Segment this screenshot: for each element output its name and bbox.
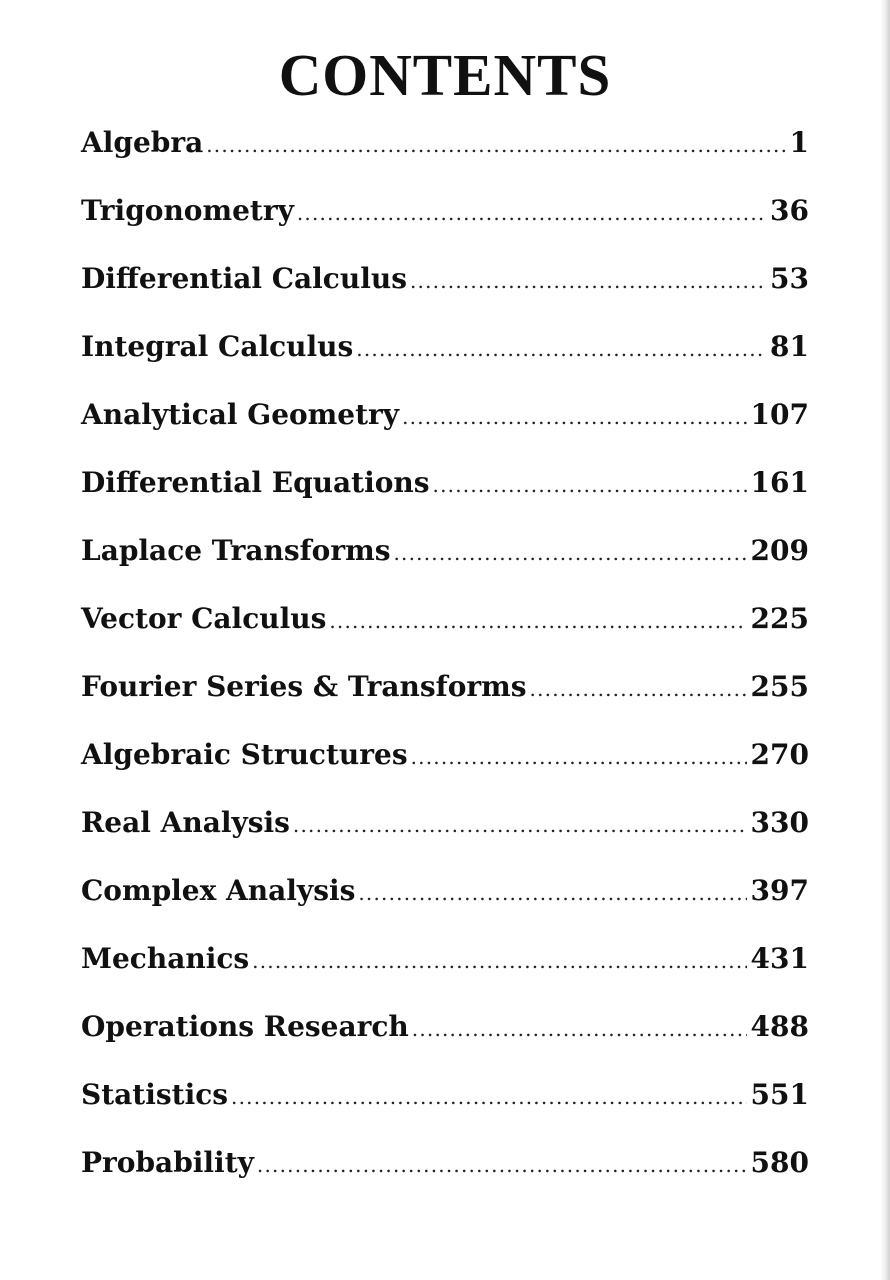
toc-entry-label: Statistics (81, 1078, 229, 1111)
toc-entry-page-number: 209 (750, 534, 809, 567)
toc-entry-differential-calculus (81, 254, 809, 322)
dot-leader (358, 868, 746, 918)
toc-entry-label: Complex Analysis (81, 874, 356, 907)
toc-entry-analytical-geometry (81, 390, 809, 458)
toc-entry-page-number: 431 (750, 942, 809, 975)
toc-entry-algebra (81, 118, 809, 186)
dot-leader (206, 120, 785, 170)
toc-entry-page-number: 255 (750, 670, 809, 703)
dot-leader (297, 188, 766, 238)
dot-leader (433, 460, 747, 510)
toc-entry-trigonometry (81, 186, 809, 254)
toc-entry-label: Trigonometry (81, 194, 294, 227)
toc-entry-page-number: 81 (770, 330, 809, 363)
toc-entry-vector-calculus (81, 594, 809, 662)
toc-entry-label: Laplace Transforms (81, 534, 391, 567)
dot-leader (411, 732, 747, 782)
toc-entry-statistics (81, 1070, 809, 1138)
toc-entry-label: Algebra (81, 126, 204, 159)
dot-leader (412, 1004, 747, 1054)
page-title: CONTENTS (278, 42, 612, 108)
toc-entry-page-number: 580 (750, 1146, 809, 1179)
toc-entry-label: Probability (81, 1146, 254, 1179)
toc-entry-page-number: 225 (750, 602, 809, 635)
dot-leader (231, 1072, 747, 1122)
dot-leader (402, 392, 746, 442)
toc-entry-label: Mechanics (81, 942, 250, 975)
toc-entry-page-number: 107 (750, 398, 809, 431)
page-edge-shadow (880, 0, 890, 1280)
dot-leader (252, 936, 746, 986)
toc-entry-label: Operations Research (81, 1010, 409, 1043)
toc-entry-label: Integral Calculus (81, 330, 354, 363)
toc-entry-page-number: 330 (750, 806, 809, 839)
toc-entry-label: Differential Calculus (81, 262, 407, 295)
toc-entry-integral-calculus (81, 322, 809, 390)
toc-entry-label: Analytical Geometry (81, 398, 400, 431)
toc-entry-label: Real Analysis (81, 806, 290, 839)
toc-entry-page-number: 1 (789, 126, 809, 159)
toc-entry-label: Vector Calculus (81, 602, 327, 635)
dot-leader (329, 596, 746, 646)
toc-entry-page-number: 161 (750, 466, 809, 499)
toc-entry-page-number: 270 (750, 738, 809, 771)
dot-leader (410, 256, 766, 306)
toc-entry-page-number: 488 (750, 1010, 809, 1043)
toc-entry-mechanics (81, 934, 809, 1002)
toc-entry-probability (81, 1138, 809, 1206)
toc-entry-fourier-series-transforms (81, 662, 809, 730)
dot-leader (257, 1140, 747, 1190)
toc-entry-laplace-transforms (81, 526, 809, 594)
dot-leader (356, 324, 766, 374)
toc-entry-real-analysis (81, 798, 809, 866)
table-of-contents (81, 118, 809, 1206)
toc-entry-page-number: 551 (750, 1078, 809, 1111)
dot-leader (293, 800, 747, 850)
dot-leader (393, 528, 746, 578)
toc-entry-label: Fourier Series & Transforms (81, 670, 527, 703)
toc-entry-page-number: 397 (750, 874, 809, 907)
toc-entry-page-number: 36 (770, 194, 809, 227)
dot-leader (530, 664, 747, 714)
toc-entry-operations-research (81, 1002, 809, 1070)
toc-entry-complex-analysis (81, 866, 809, 934)
toc-entry-page-number: 53 (770, 262, 809, 295)
toc-entry-label: Differential Equations (81, 466, 430, 499)
toc-entry-differential-equations (81, 458, 809, 526)
toc-entry-label: Algebraic Structures (81, 738, 408, 771)
toc-entry-algebraic-structures (81, 730, 809, 798)
